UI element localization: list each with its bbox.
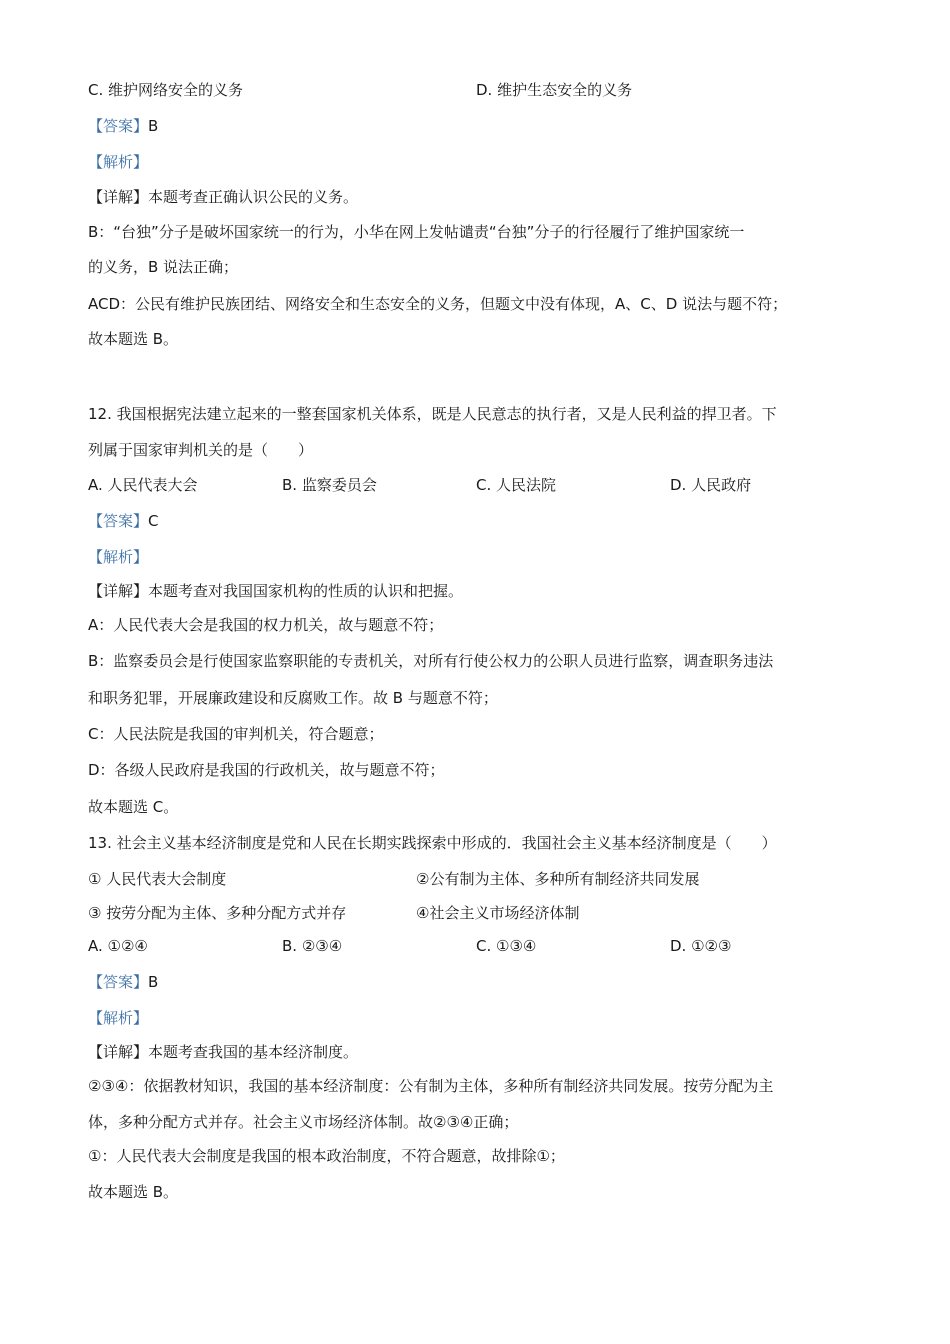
answer-tag: 【答案】 (88, 973, 149, 991)
q13-analysis-tag: 【解析】 (88, 1009, 149, 1027)
q12-detail: 【详解】本题考查对我国国家机构的性质的认识和把握。 (88, 582, 464, 600)
q11-conclusion: 故本题选 B。 (88, 330, 179, 348)
q12-explanation-b-line1: B：监察委员会是行使国家监察职能的专责机关，对所有行使公权力的公职人员进行监察，调查职务违法 (88, 652, 774, 670)
q12-option-b: B. 监察委员会 (282, 476, 377, 494)
q12-option-a: A. 人民代表大会 (88, 476, 198, 494)
q13-stem: 13. 社会主义基本经济制度是党和人民在长期实践探索中形成的．我国社会主义基本经济制度是（ ） (88, 834, 777, 852)
answer-tag: 【答案】 (88, 117, 149, 135)
q13-option-d: D. ①②③ (670, 937, 732, 955)
q12-option-d: D. 人民政府 (670, 476, 752, 494)
q11-answer (88, 115, 158, 137)
q13-conclusion: 故本题选 B。 (88, 1183, 179, 1201)
q13-item-1: ① 人民代表大会制度 (88, 870, 227, 888)
q12-answer (88, 510, 159, 532)
answer-value: B (148, 117, 159, 135)
q13-item-4: ④社会主义市场经济体制 (416, 904, 580, 922)
answer-value: B (148, 973, 159, 991)
q12-stem-line1: 12. 我国根据宪法建立起来的一整套国家机关体系，既是人民意志的执行者，又是人民利益的捍卫者。下 (88, 405, 777, 423)
q13-option-b: B. ②③④ (282, 937, 343, 955)
q13-detail: 【详解】本题考查我国的基本经济制度。 (88, 1043, 359, 1061)
q13-option-c: C. ①③④ (476, 937, 537, 955)
q12-analysis-tag: 【解析】 (88, 548, 149, 566)
q12-explanation-a: A：人民代表大会是我国的权力机关，故与题意不符； (88, 616, 444, 634)
q13-answer (88, 971, 158, 993)
q12-option-c: C. 人民法院 (476, 476, 557, 494)
q11-option-d: D. 维护生态安全的义务 (476, 81, 633, 99)
answer-tag: 【答案】 (88, 512, 149, 530)
q12-conclusion: 故本题选 C。 (88, 798, 179, 816)
q13-item-2: ②公有制为主体、多种所有制经济共同发展 (416, 870, 700, 888)
q11-explanation-acd: ACD：公民有维护民族团结、网络安全和生态安全的义务，但题文中没有体现，A、C、D 说法与题不符； (88, 295, 788, 313)
answer-value: C (148, 512, 159, 530)
q13-explanation-line3: ①：人民代表大会制度是我国的根本政治制度，不符合题意，故排除①； (88, 1147, 565, 1165)
q11-analysis-tag: 【解析】 (88, 153, 149, 171)
q11-detail: 【详解】本题考查正确认识公民的义务。 (88, 188, 359, 206)
q12-explanation-d: D：各级人民政府是我国的行政机关，故与题意不符； (88, 761, 445, 779)
q13-option-a: A. ①②④ (88, 937, 148, 955)
q12-explanation-b-line2: 和职务犯罪，开展廉政建设和反腐败工作。故 B 与题意不符； (88, 689, 498, 707)
q11-option-c: C. 维护网络安全的义务 (88, 81, 244, 99)
q13-explanation-line1: ②③④：依据教材知识，我国的基本经济制度：公有制为主体，多种所有制经济共同发展。按劳分配为主 (88, 1077, 774, 1095)
q13-explanation-line2: 体，多种分配方式并存。社会主义市场经济体制。故②③④正确； (88, 1113, 519, 1131)
q11-explanation-b-line2: 的义务，B 说法正确； (88, 258, 239, 276)
q11-explanation-b-line1: B：“台独”分子是破坏国家统一的行为，小华在网上发帖谴责“台独”分子的行径履行了维护国家统一 (88, 223, 745, 241)
q12-stem-line2: 列属于国家审判机关的是（ ） (88, 441, 314, 459)
q13-item-3: ③ 按劳分配为主体、多种分配方式并存 (88, 904, 347, 922)
q12-explanation-c: C：人民法院是我国的审判机关，符合题意； (88, 725, 384, 743)
